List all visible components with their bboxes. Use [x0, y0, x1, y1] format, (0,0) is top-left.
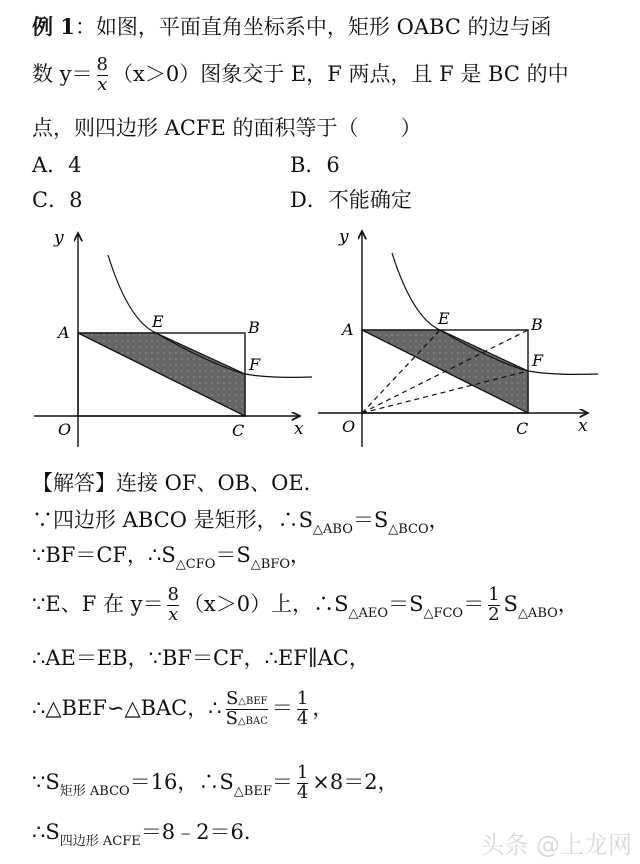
- label-x: x: [294, 419, 304, 439]
- label-c-2: C: [516, 419, 529, 438]
- label-y: y: [54, 228, 64, 248]
- choice-d: D．不能确定: [290, 188, 412, 212]
- label-a-2: A: [342, 320, 354, 339]
- label-c: C: [232, 421, 245, 440]
- choice-b: B．6: [290, 153, 340, 177]
- solution-line-4: ∴AE＝EB，∵BF＝CF，∴EF∥AC，: [32, 646, 370, 670]
- label-o-2: O: [342, 417, 356, 436]
- solution-line-7: $\therefore S_{四边形 ACFE}=8﹣2=6$.: [32, 820, 251, 849]
- figure-right: [318, 227, 598, 447]
- label-e-2: E: [438, 309, 450, 328]
- label-o: O: [58, 420, 72, 439]
- fraction-one-half: $\frac{1}{2}$: [488, 584, 500, 625]
- label-b: B: [248, 318, 260, 337]
- choice-c: C．8: [32, 188, 83, 212]
- label-y-2: y: [339, 227, 349, 247]
- fraction-one-quarter: $\frac{1}{4}$: [296, 688, 309, 729]
- fraction-8-over-x: $\frac{8}{x}$: [96, 54, 108, 95]
- label-f-2: F: [532, 351, 544, 370]
- label-a: A: [58, 323, 70, 342]
- label-f: F: [249, 355, 261, 374]
- fraction-one-quarter-2: $\frac{1}{4}$: [296, 762, 309, 803]
- solution-line-6: $\because S_{矩形 ABCO}=16$，$\therefore S_{\triangle BEF}=$ $\frac{1}{4}$ ×8＝2，: [32, 762, 399, 803]
- problem-line-1: 例 1：如图，平面直角坐标系中，矩形 OABC 的边与函: [32, 14, 552, 39]
- figures: [0, 225, 640, 455]
- choice-a: A．4: [32, 153, 82, 177]
- solution-line-5: ∴△BEF∽△BAC，∴ $\frac{\text{S△BEF}}{\text{S△BAC}}$ ＝ $\frac{1}{4}$ ，: [32, 688, 334, 729]
- solution-title: 【解答】连接 OF、OB、OE．: [32, 471, 325, 495]
- label-x-2: x: [578, 416, 588, 436]
- example-label: 例 1: [32, 14, 75, 39]
- label-e: E: [152, 312, 164, 331]
- solution-line-1: ∵四边形 ABCO 是矩形，$\therefore S_{\triangle ABO}=S_{\triangle BCO}$，: [32, 508, 450, 537]
- solution-line-3: ∵E、F 在 y＝ $\frac{8}{x}$ （x＞0）上，$\therefore S_{\triangle AEO}=S_{\triangle FCO}=$ $\frac{1}{2}$ $S_{\triangle ABO}$，: [32, 584, 579, 625]
- fraction-area-ratio: $\frac{\text{S△BEF}}{\text{S△BAC}}$: [225, 688, 268, 729]
- watermark: 头条 @上龙网: [480, 831, 632, 859]
- problem-line-3: 点，则四边形 ACFE 的面积等于（ ）: [32, 116, 422, 140]
- solution-line-2: ∵BF＝CF，$\therefore S_{\triangle CFO}=S_{\triangle BFO}$，: [32, 543, 311, 572]
- fraction-8-over-x-2: $\frac{8}{x}$: [167, 584, 179, 625]
- problem-line-2: 数 y＝ $\frac{8}{x}$ （x＞0）图象交于 E，F 两点，且 F 是 BC 的中: [32, 54, 569, 95]
- figure-left: [34, 228, 312, 447]
- label-b-2: B: [531, 315, 543, 334]
